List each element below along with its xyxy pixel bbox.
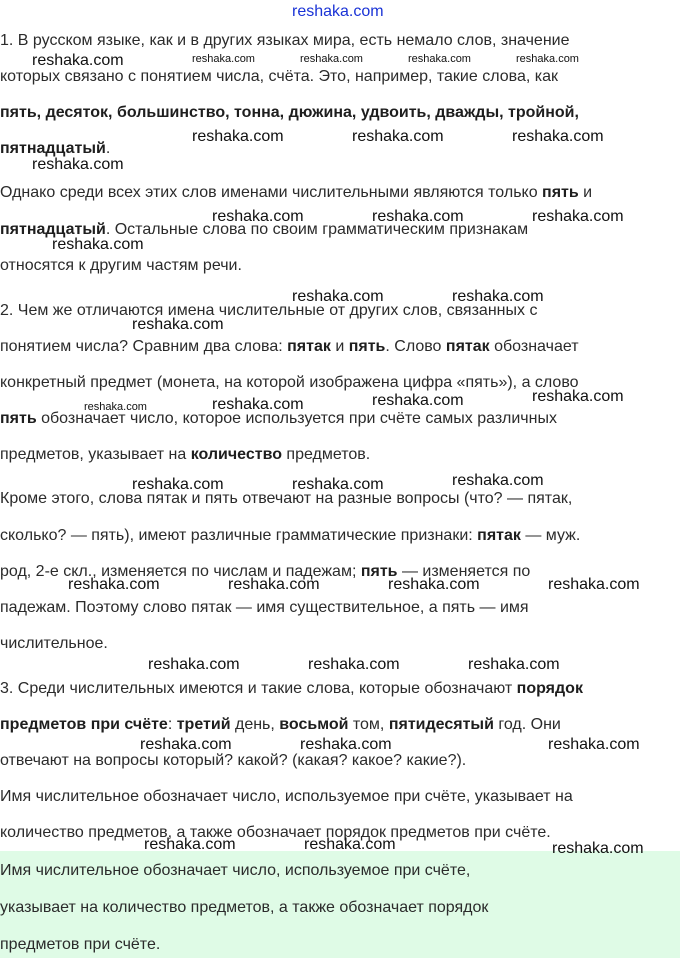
watermark-top: reshaka.com [292,3,384,20]
p1-line-7: относятся к другим частям речи. [0,257,242,274]
bold-word: пятак [445,338,490,355]
watermark: reshaka.com [388,576,480,593]
text-span: Однако среди всех этих слов именами числительными являются только [0,184,543,201]
p2-line-7 [0,527,580,545]
watermark: reshaka.com [68,576,160,593]
p3-line-4: Имя числительное обозначает число, используемое при счёте, указывает на [0,788,573,805]
watermark: reshaka.com [372,208,464,225]
text-span: . [105,140,111,157]
watermark: reshaka.com [32,156,124,173]
watermark: reshaka.com [212,396,304,413]
watermark: reshaka.com [228,576,320,593]
p3-line-5: количество предметов, а также обозначает порядок предметов при счёте. [0,824,551,841]
text-span: обозначает [489,338,579,355]
text-span: род, 2-е скл., изменяется по числам и падежам; [0,563,361,580]
p1-line-5 [0,184,592,202]
text-span: предметов. [281,446,371,463]
p2-line-6: Кроме этого, слова пятак и пять отвечают на разные вопросы (что? — пятак, [0,490,573,507]
watermark-small: reshaka.com [516,53,579,65]
watermark-small: reshaka.com [192,53,255,65]
watermark-small: reshaka.com [408,53,471,65]
bold-word: количество [190,446,282,463]
text-span: . Остальные слова по своим грамматическим признакам [105,221,529,238]
p1-line-1: 1. В русском языке, как и в других языках мира, есть немало слов, значение [0,32,570,49]
watermark: reshaka.com [132,316,224,333]
p2-line-2 [0,338,579,356]
watermark-small: reshaka.com [300,53,363,65]
watermark: reshaka.com [292,288,384,305]
watermark: reshaka.com [212,208,304,225]
watermark-small: reshaka.com [84,401,147,413]
text-span: : [167,716,177,733]
p2-line-1: 2. Чем же отличаются имена числительные от других слов, связанных с [0,302,538,319]
text-span: год. Они [493,716,561,733]
bold-word: пятак [287,338,331,355]
watermark: reshaka.com [308,656,400,673]
p3-line-3: отвечают на вопросы который? какой? (какая? какое? какие?). [0,752,467,769]
watermark: reshaka.com [552,840,644,857]
bold-word: пятак [477,527,521,544]
watermark: reshaka.com [548,736,640,753]
watermark: reshaka.com [468,656,560,673]
text-span: 3. Среди числительных имеются и такие слова, которые обозначают [0,680,517,697]
bold-word: пятнадцатый [0,221,106,238]
watermark: reshaka.com [512,128,604,145]
watermark: reshaka.com [192,128,284,145]
watermark: reshaka.com [452,288,544,305]
watermark: reshaka.com [144,836,236,853]
number-words-list: пять, десяток, большинство, тонна, дюжина, удвоить, дважды, тройной, [0,104,579,121]
p3-line-1 [0,680,583,698]
text-span: день, [230,716,280,733]
text-span: сколько? — пять), имеют различные грамматические признаки: [0,527,478,544]
watermark: reshaka.com [548,576,640,593]
watermark: reshaka.com [148,656,240,673]
bold-word: предметов при счёте [0,716,168,733]
text-span: предметов, указывает на [0,446,191,463]
p2-line-5 [0,446,370,464]
watermark: reshaka.com [452,472,544,489]
p1-line-3 [0,104,579,122]
watermark: reshaka.com [532,208,624,225]
text-span: . Слово [385,338,446,355]
text-span: и [578,184,593,201]
p2-line-10: числительное. [0,635,108,652]
watermark: reshaka.com [300,736,392,753]
text-span: — муж. [520,527,581,544]
callout-line-2: указывает на количество предметов, а также обозначает порядок [0,899,489,916]
watermark: reshaka.com [532,388,624,405]
text-span: — изменяется по [397,563,531,580]
p2-line-3: конкретный предмет (монета, на которой изображена цифра «пять»), а слово [0,374,579,391]
bold-word: третий [176,716,231,733]
text-span: том, [348,716,389,733]
watermark: reshaka.com [140,736,232,753]
watermark: reshaka.com [292,476,384,493]
watermark: reshaka.com [304,836,396,853]
watermark: reshaka.com [132,476,224,493]
text-span: и [330,338,349,355]
bold-word: порядок [516,680,583,697]
watermark: reshaka.com [352,128,444,145]
bold-word: пять [0,410,37,427]
bold-word: пятидесятый [388,716,494,733]
bold-word: восьмой [279,716,349,733]
text-span: обозначает число, которое используется при счёте самых различных [36,410,557,427]
watermark: reshaka.com [52,236,144,253]
bold-word: пять [542,184,579,201]
bold-word: пять [348,338,386,355]
text-span: понятием числа? Сравним два слова: [0,338,288,355]
callout-line-1: Имя числительное обозначает число, используемое при счёте, [0,862,471,879]
bold-word: пять [360,563,398,580]
watermark: reshaka.com [372,392,464,409]
p1-line-2: которых связано с понятием числа, счёта. Это, например, такие слова, как [0,68,558,85]
p3-line-2 [0,716,561,734]
bold-word: пятнадцатый [0,140,106,157]
callout-line-3: предметов при счёте. [0,936,161,953]
watermark: reshaka.com [32,52,124,69]
p2-line-9: падежам. Поэтому слово пятак — имя существительное, а пять — имя [0,599,529,616]
